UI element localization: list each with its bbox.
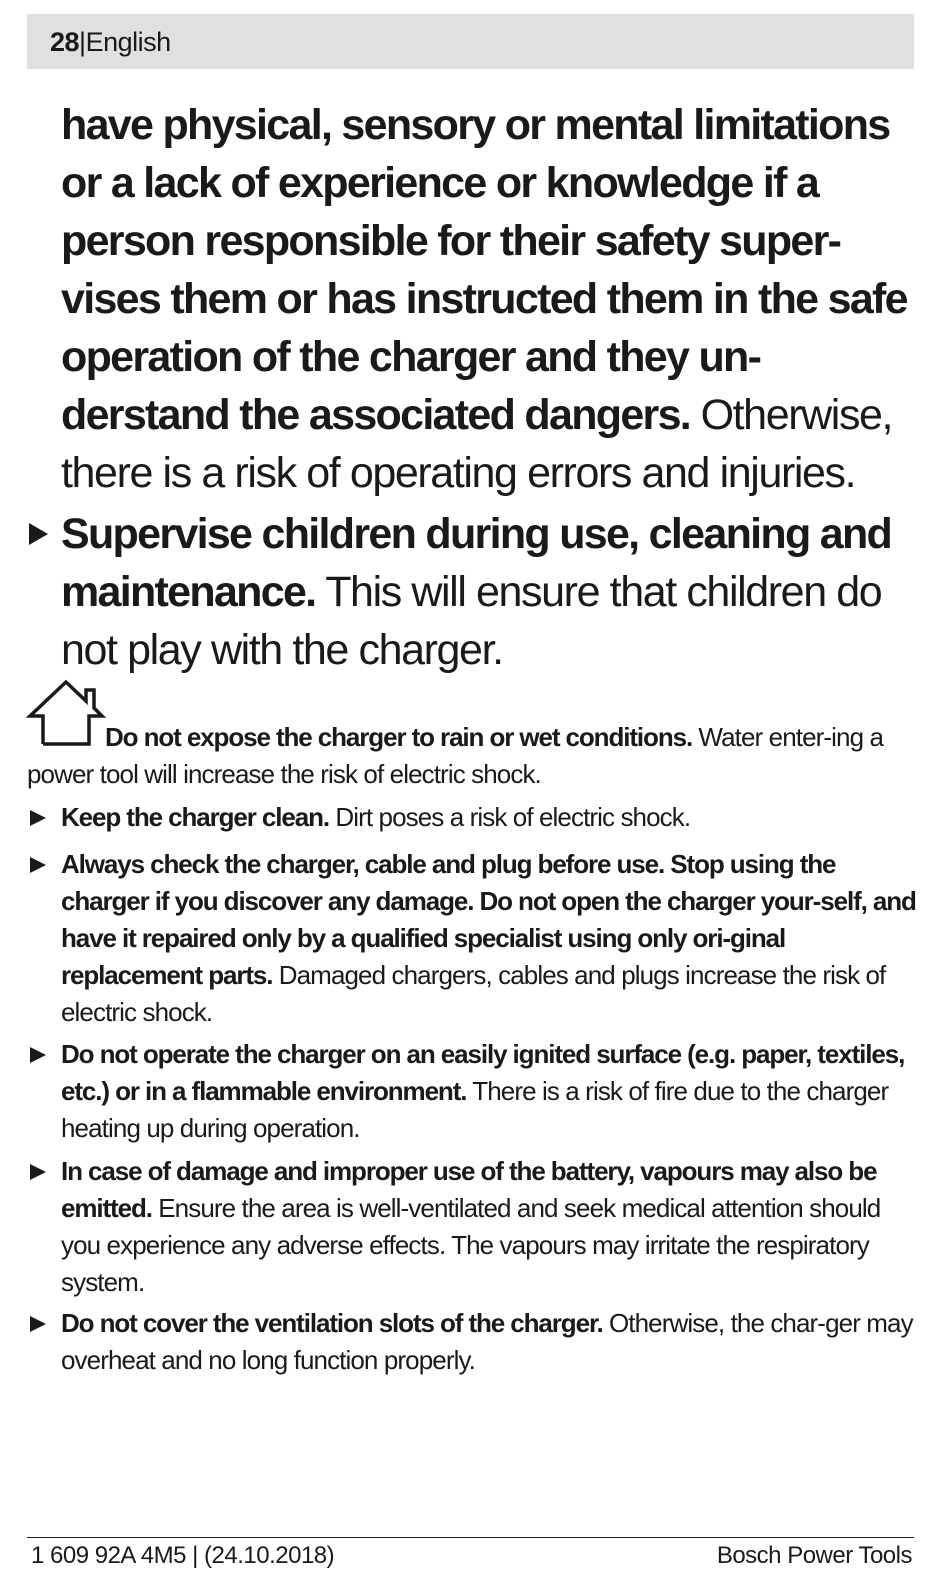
page-header [27,14,914,69]
footer-divider [27,1537,914,1538]
warning-normal-text: Otherwise, there is a risk of operating errors and injuries. [61,391,893,497]
safety-item-ignited-surface [61,1036,921,1147]
bullet-arrow-icon [30,857,46,873]
safety-item-rain [27,719,897,793]
safety-item-supervise-children [61,505,921,679]
warning-bold-text: In case of damage and improper use of the battery, vapours may also be emitted. [61,1156,877,1223]
warning-normal-text: Otherwise, the char-ger may overheat and no long function properly. [61,1308,913,1375]
bullet-arrow-icon [30,1316,46,1332]
warning-normal-text: Dirt poses a risk of electric shock. [329,802,691,832]
safety-item-check-charger [61,846,921,1031]
warning-bold-text: Supervise children during use, cleaning and maintenance. [61,510,892,616]
warning-bold-text: Do not expose the charger to rain or wet conditions. [105,722,693,752]
header-language: English [85,27,171,57]
bullet-arrow-icon [30,1047,46,1063]
safety-item-keep-clean [61,799,921,836]
warning-normal-text: Water enter-ing a power tool will increase the risk of electric shock. [27,722,884,789]
safety-item-vapours [61,1153,921,1301]
header-separator: | [79,27,86,57]
warning-bold-text: Do not operate the charger on an easily ignited surface (e.g. paper, textiles, etc.) or in a flammable environment. [61,1039,905,1106]
page-number: 28 [50,27,80,57]
warning-bold-text: have physical, sensory or mental limitations or a lack of experience or knowledge if a person responsible for their safety super-vises them or has instructed them in the safe operation of the charger and they un-derstand the associated dangers. [61,101,907,439]
bullet-arrow-icon [30,810,46,826]
bullet-arrow-icon [29,523,48,545]
bullet-arrow-icon [30,1164,46,1180]
warning-bold-text: Do not cover the ventilation slots of the charger. [61,1308,603,1338]
safety-paragraph-continuation [61,96,921,502]
safety-item-ventilation [61,1305,921,1379]
footer-doc-number: 1 609 92A 4M5 | (24.10.2018) [31,1542,335,1569]
warning-bold-text: Always check the charger, cable and plug before use. Stop using the charger if you discover any damage. Do not open the charger your-self, and have it repaired only by a qualified specialist using only ori-ginal replacement parts. [61,849,916,990]
warning-normal-text: Ensure the area is well-ventilated and seek medical attention should you experience any adverse effects. The vapours may irritate the respiratory system. [61,1193,881,1297]
footer-brand: Bosch Power Tools [716,1542,912,1569]
warning-bold-text: Keep the charger clean. [61,802,330,832]
warning-normal-text: Damaged chargers, cables and plugs increase the risk of electric shock. [61,960,886,1027]
warning-normal-text: This will ensure that children do not play with the charger. [61,568,882,674]
warning-normal-text: There is a risk of fire due to the charger heating up during operation. [61,1076,889,1143]
